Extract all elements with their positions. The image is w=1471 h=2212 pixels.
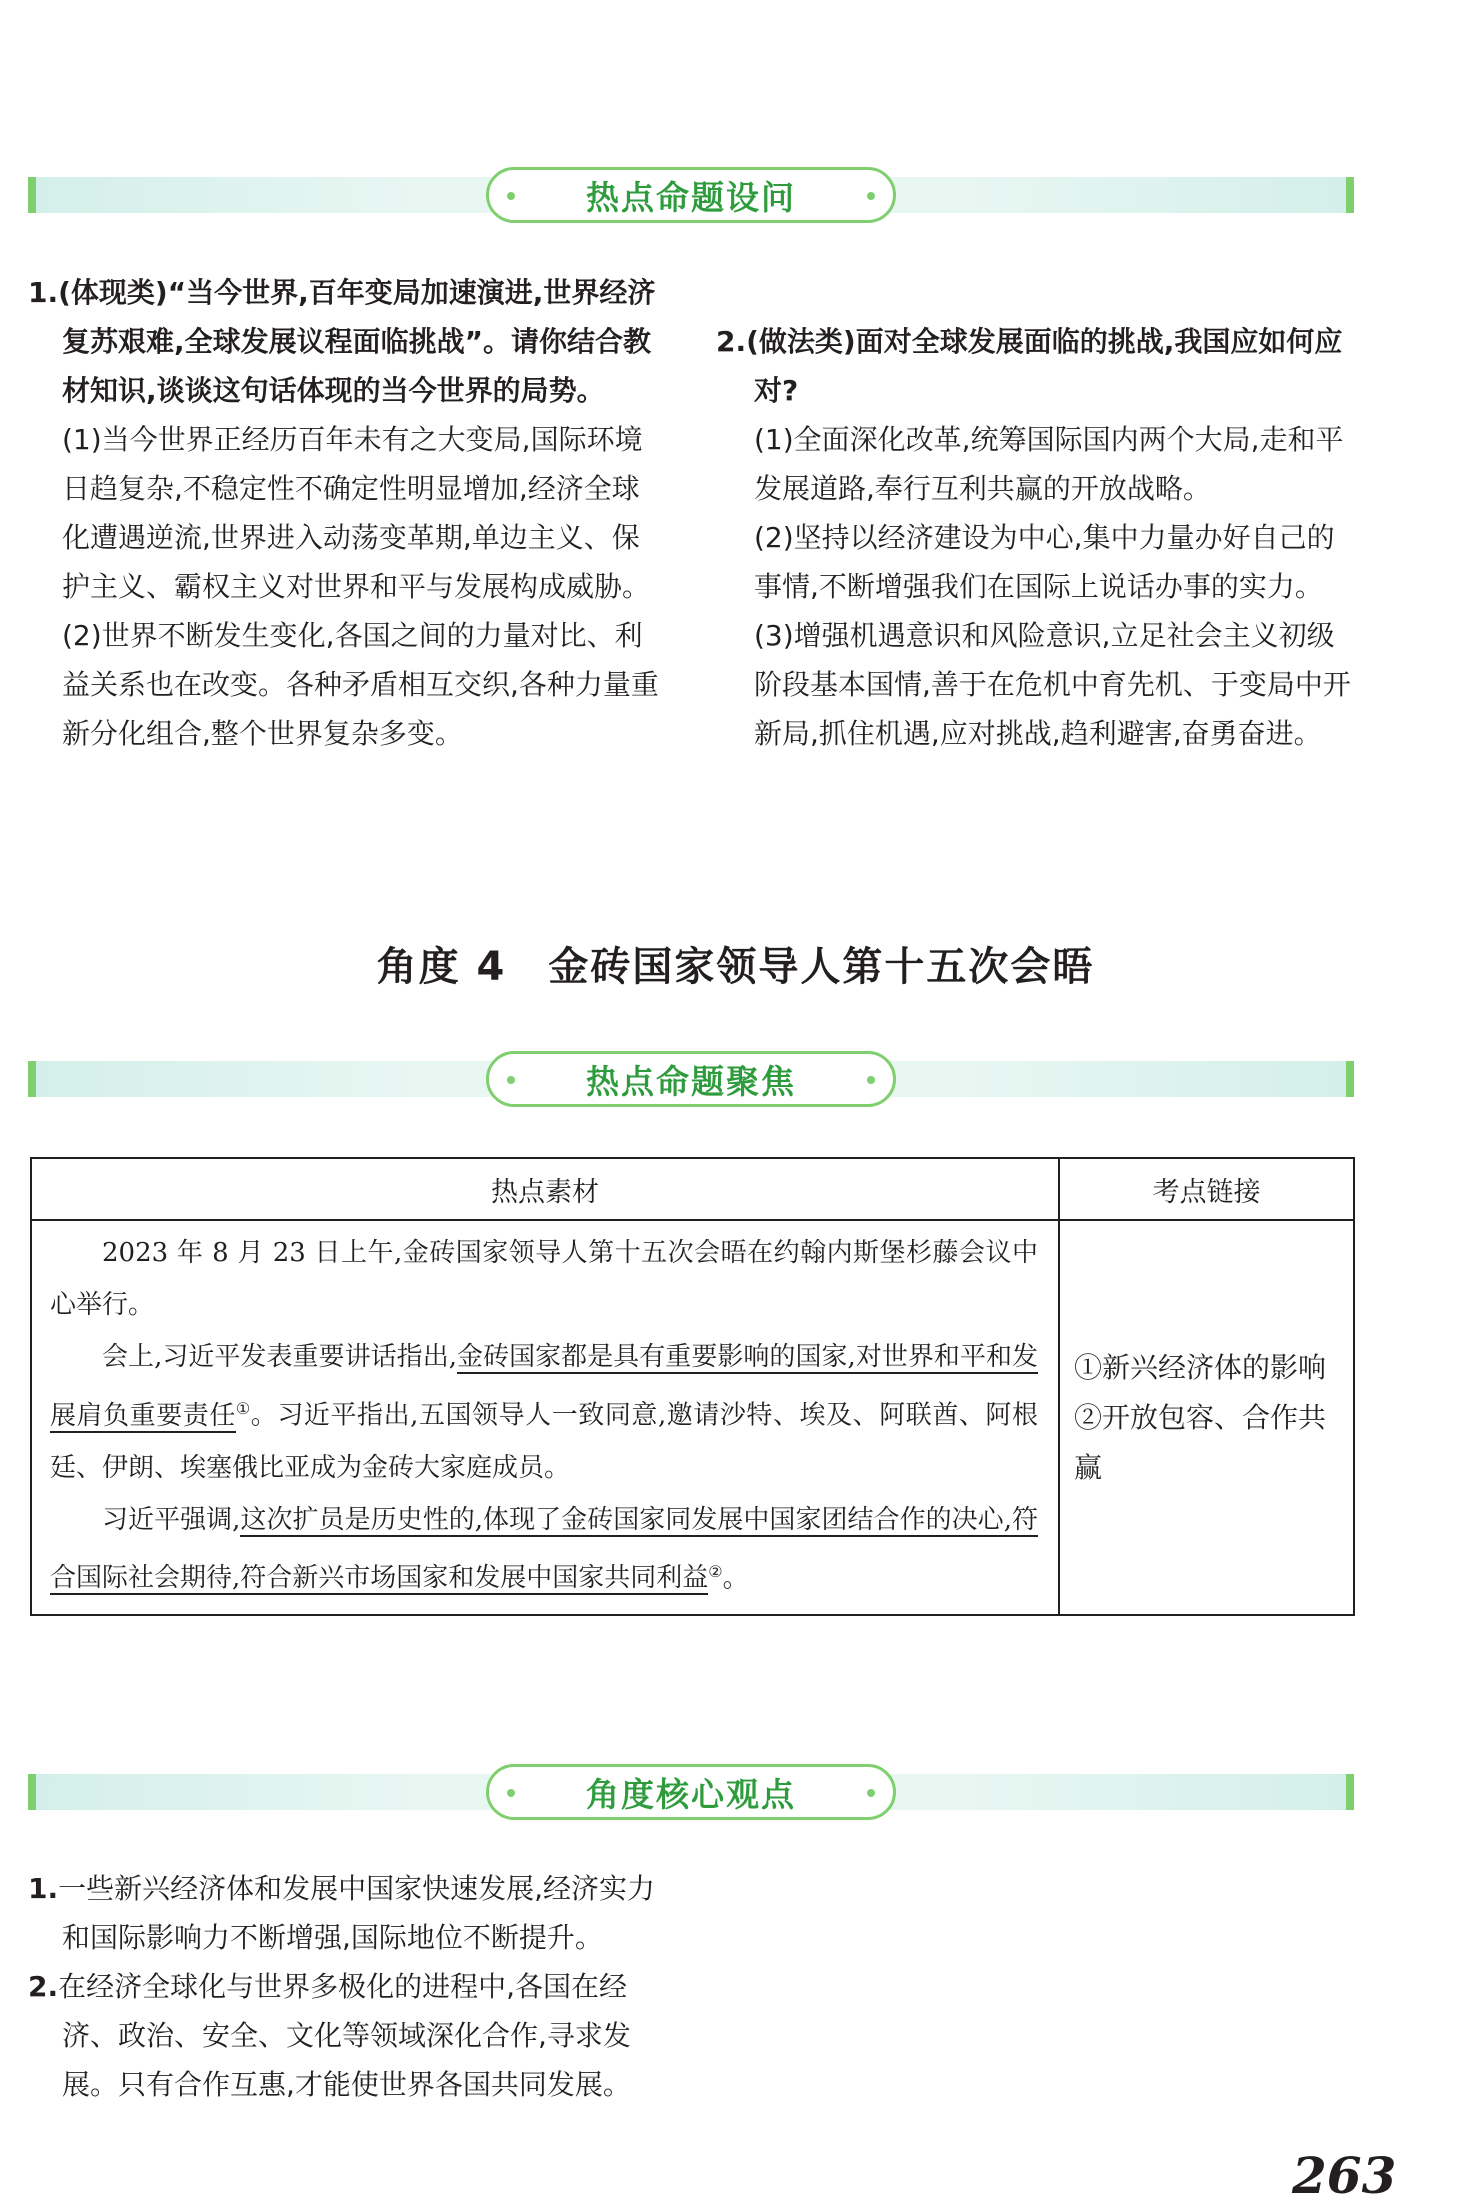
header-material: 热点素材 (31, 1158, 1059, 1220)
material-cell (31, 1220, 1059, 1615)
dot-icon (867, 1076, 875, 1084)
dot-icon (507, 1076, 515, 1084)
question-1-answer-2: (2)世界不断发生变化,各国之间的力量对比、利益关系也在改变。各种矛盾相互交织,各种力量重新分化组合,整个世界复杂多变。 (62, 619, 659, 750)
section-banner-core (28, 1764, 1354, 1820)
banner-pill (486, 167, 896, 223)
dot-icon (867, 192, 875, 200)
question-2-prompt: 2.(做法类)面对全球发展面临的挑战,我国应如何应对? (716, 325, 1343, 407)
material-paragraph-2: 会上,习近平发表重要讲话指出,金砖国家都是具有重要影响的国家,对世界和平和发展肩负重要责任①。习近平指出,五国领导人一致同意,邀请沙特、埃及、阿联酋、阿根廷、伊朗、埃塞俄比亚成为金砖大家庭成员。 (50, 1342, 1039, 1483)
header-links: 考点链接 (1059, 1158, 1354, 1220)
question-1-block (28, 268, 664, 758)
question-2-number: 2. (716, 325, 747, 358)
link-item-1: ①新兴经济体的影响 (1074, 1350, 1327, 1384)
question-2-answer-3: (3)增强机遇意识和风险意识,立足社会主义初级阶段基本国情,善于在危机中育先机、于变局中开新局,抓住机遇,应对挑战,趋利避害,奋勇奋进。 (754, 619, 1351, 750)
core-view-1 (28, 1864, 670, 2109)
question-2-answer-2: (2)坚持以经济建设为中心,集中力量办好自己的事情,不断增强我们在国际上说话办事的实力。 (754, 521, 1335, 603)
material-paragraph-1: 2023 年 8 月 23 日上午,金砖国家领导人第十五次会晤在约翰内斯堡杉藤会议中心举行。 (50, 1238, 1038, 1320)
dot-icon (867, 1789, 875, 1797)
question-1-prompt: 1.(体现类)“当今世界,百年变局加速演进,世界经济复苏艰难,全球发展议程面临挑战”。请你结合教材知识,谈谈这句话体现的当今世界的局势。 (28, 276, 656, 407)
hot-topic-table (30, 1157, 1355, 1616)
dot-icon (507, 192, 515, 200)
banner-title: 热点命题设问 (586, 177, 796, 217)
page-number: 263 (1292, 2146, 1397, 2205)
banner-title: 角度核心观点 (586, 1774, 796, 1814)
table-row (31, 1220, 1354, 1615)
section-banner-questions (28, 167, 1354, 223)
banner-pill (486, 1764, 896, 1820)
banner-title: 热点命题聚焦 (586, 1061, 796, 1101)
footnote-1: ① (235, 1399, 251, 1418)
core-point-1: 1.一些新兴经济体和发展中国家快速发展,经济实力和国际影响力不断增强,国际地位不断提升。 (28, 1872, 656, 1954)
footnote-2: ② (708, 1561, 723, 1581)
question-1-number: 1. (28, 276, 59, 309)
section-banner-focus (28, 1051, 1354, 1107)
question-2-block (716, 268, 1356, 758)
dot-icon (507, 1789, 515, 1797)
underlined-text: 金砖国家都是具有重要影响的国家,对世界和平和发展肩负重要责任 (50, 1342, 1039, 1431)
question-1-answer-1: (1)当今世界正经历百年未有之大变局,国际环境日趋复杂,不稳定性不确定性明显增加,经济全球化遭遇逆流,世界进入动荡变革期,单边主义、保护主义、霸权主义对世界和平与发展构成威胁。 (62, 423, 651, 603)
banner-pill (486, 1051, 896, 1107)
core-point-2-start: 2.在经济全球化与世界多极化的进程中,各国在经济、政治、安全、文化等领域深化合作,寻求发展。只有合作互惠,才能使世界各国共同发展。 (28, 1970, 631, 2101)
angle-title: 角度 4 金砖国家领导人第十五次会晤 (376, 944, 1095, 990)
material-paragraph-3: 习近平强调,这次扩员是历史性的,体现了金砖国家同发展中国家团结合作的决心,符合国际社会期待,符合新兴市场国家和发展中国家共同利益②。 (50, 1504, 1039, 1594)
link-item-2: ②开放包容、合作共赢 (1074, 1400, 1327, 1484)
table-header-row (31, 1158, 1354, 1220)
underlined-text: 这次扩员是历史性的,体现了金砖国家同发展中国家团结合作的决心,符合国际社会期待,符合新兴市场国家和发展中国家共同利益 (50, 1504, 1039, 1594)
question-2-answer-1: (1)全面深化改革,统筹国际国内两个大局,走和平发展道路,奉行互利共赢的开放战略。 (754, 423, 1344, 505)
links-cell (1059, 1220, 1354, 1615)
